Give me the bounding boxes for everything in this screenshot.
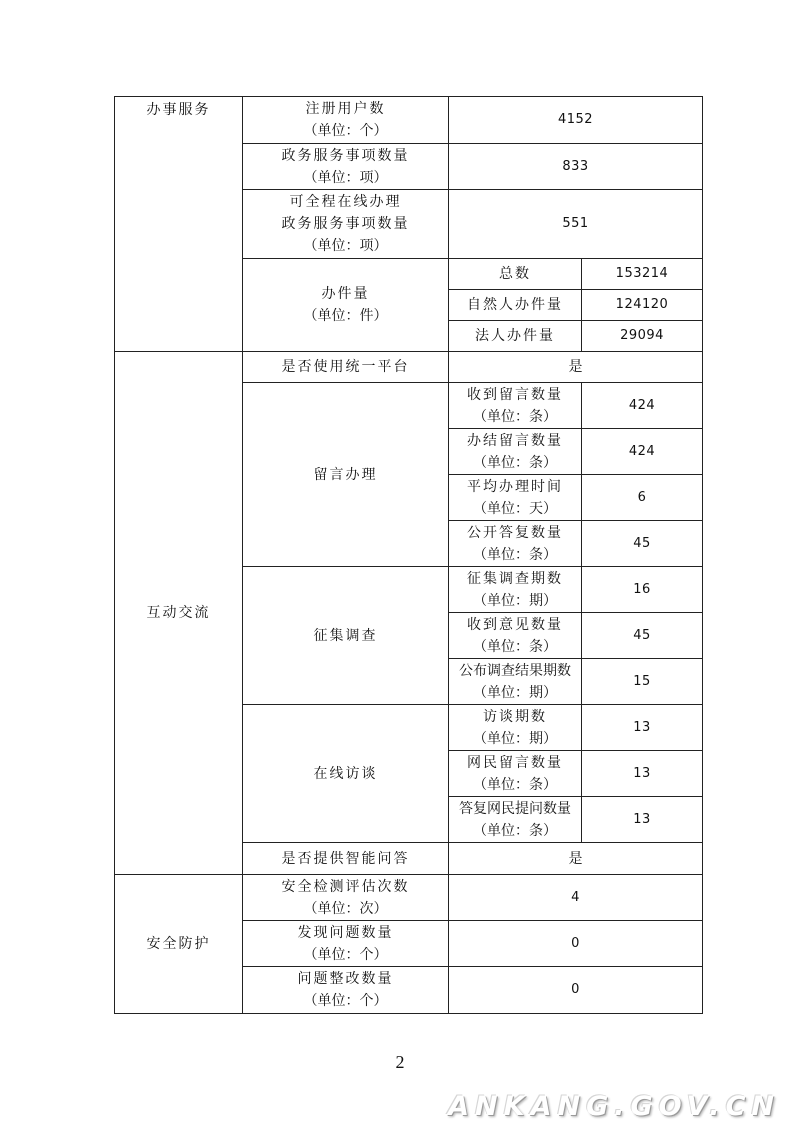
row-label-online-items: 可全程在线办理 政务服务事项数量 （单位：项） bbox=[243, 190, 449, 259]
table-row bbox=[115, 352, 703, 383]
table-row bbox=[115, 97, 703, 144]
handled-natural-value: 124120 bbox=[582, 290, 703, 321]
row-label-smart-qa: 是否提供智能问答 bbox=[243, 843, 449, 875]
value-service-items: 833 bbox=[449, 144, 703, 190]
table-row bbox=[115, 875, 703, 921]
row-label-interview: 在线访谈 bbox=[243, 705, 449, 843]
interview-messages-label: 网民留言数量 （单位：条） bbox=[449, 751, 582, 797]
value-unified-platform: 是 bbox=[449, 352, 703, 383]
row-label-survey: 征集调查 bbox=[243, 567, 449, 705]
page-number: 2 bbox=[395, 1052, 405, 1072]
row-label-registered-users: 注册用户数 （单位：个） bbox=[243, 97, 449, 144]
security-checks-value: 4 bbox=[449, 875, 703, 921]
interview-replies-label: 答复网民提问数量 （单位：条） bbox=[449, 797, 582, 843]
row-label-messages: 留言办理 bbox=[243, 383, 449, 567]
survey-opinions-label: 收到意见数量 （单位：条） bbox=[449, 613, 582, 659]
statistics-table bbox=[114, 96, 703, 1014]
messages-avg-time-value: 6 bbox=[582, 475, 703, 521]
messages-closed-label: 办结留言数量 （单位：条） bbox=[449, 429, 582, 475]
handled-natural-label: 自然人办件量 bbox=[449, 290, 582, 321]
handled-legal-value: 29094 bbox=[582, 321, 703, 352]
row-label-handled: 办件量 （单位：件） bbox=[243, 259, 449, 352]
interview-periods-label: 访谈期数 （单位：期） bbox=[449, 705, 582, 751]
messages-closed-value: 424 bbox=[582, 429, 703, 475]
value-online-items: 551 bbox=[449, 190, 703, 259]
survey-opinions-value: 45 bbox=[582, 613, 703, 659]
interview-periods-value: 13 bbox=[582, 705, 703, 751]
section-label-interaction: 互动交流 bbox=[115, 352, 243, 875]
security-found-label: 发现问题数量 （单位：个） bbox=[243, 921, 449, 967]
messages-public-reply-label: 公开答复数量 （单位：条） bbox=[449, 521, 582, 567]
messages-received-value: 424 bbox=[582, 383, 703, 429]
survey-periods-label: 征集调查期数 （单位：期） bbox=[449, 567, 582, 613]
value-registered-users: 4152 bbox=[449, 97, 703, 144]
interview-replies-value: 13 bbox=[582, 797, 703, 843]
watermark-logo: ANKANG.GOV.CN bbox=[448, 1091, 780, 1122]
value-smart-qa: 是 bbox=[449, 843, 703, 875]
handled-legal-label: 法人办件量 bbox=[449, 321, 582, 352]
survey-results-label: 公布调查结果期数 （单位：期） bbox=[449, 659, 582, 705]
messages-avg-time-label: 平均办理时间 （单位：天） bbox=[449, 475, 582, 521]
security-fixed-label: 问题整改数量 （单位：个） bbox=[243, 967, 449, 1014]
security-checks-label: 安全检测评估次数 （单位：次） bbox=[243, 875, 449, 921]
section-label-service: 办事服务 bbox=[115, 97, 243, 352]
interview-messages-value: 13 bbox=[582, 751, 703, 797]
row-label-unified-platform: 是否使用统一平台 bbox=[243, 352, 449, 383]
handled-total-value: 153214 bbox=[582, 259, 703, 290]
section-label-security: 安全防护 bbox=[115, 875, 243, 1014]
security-fixed-value: 0 bbox=[449, 967, 703, 1014]
messages-public-reply-value: 45 bbox=[582, 521, 703, 567]
row-label-service-items: 政务服务事项数量 （单位：项） bbox=[243, 144, 449, 190]
survey-periods-value: 16 bbox=[582, 567, 703, 613]
messages-received-label: 收到留言数量 （单位：条） bbox=[449, 383, 582, 429]
survey-results-value: 15 bbox=[582, 659, 703, 705]
security-found-value: 0 bbox=[449, 921, 703, 967]
handled-total-label: 总数 bbox=[449, 259, 582, 290]
